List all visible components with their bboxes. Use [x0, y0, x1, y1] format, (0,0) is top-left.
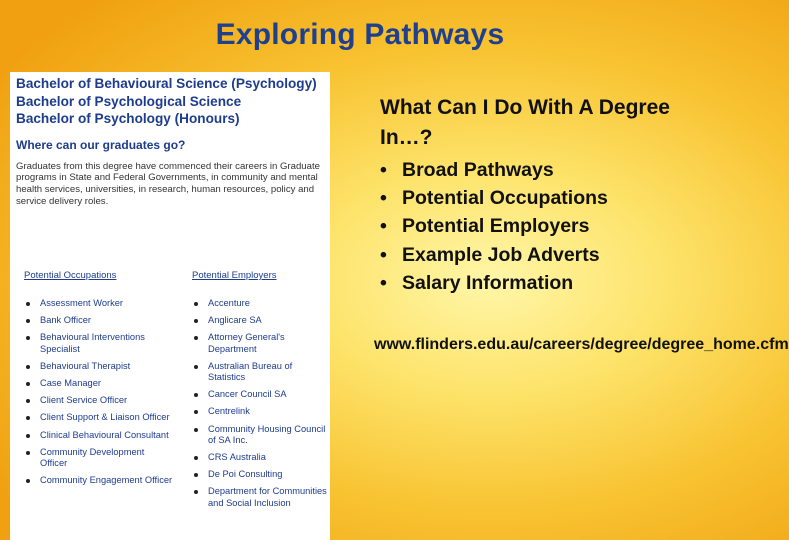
employer-item: Centrelink	[192, 406, 327, 417]
topic-bullet	[380, 269, 608, 297]
bullet-dot: •	[380, 159, 387, 181]
employer-item: Accenture	[192, 298, 327, 309]
occupations-heading: Potential Occupations	[24, 270, 117, 281]
employer-item: Community Housing Council of SA Inc.	[192, 424, 327, 446]
employer-item: Attorney General's Department	[192, 332, 327, 354]
occupation-item: Assessment Worker	[24, 298, 174, 309]
bullet-dot: •	[380, 215, 387, 238]
employer-item: Anglicare SA	[192, 315, 327, 326]
graduates-intro: Graduates from this degree have commenced their careers in Graduate programs in State and Federal Governments, in community and mental health services, universities, in research, human resources, policy and service delivery roles.	[16, 160, 320, 207]
degree-document-image	[10, 72, 330, 540]
topic-bullet	[380, 184, 608, 212]
occupation-item: Community Development Officer	[24, 447, 174, 469]
bullet-dot: •	[380, 243, 387, 266]
employer-item: Cancer Council SA	[192, 389, 327, 400]
occupation-item: Case Manager	[24, 378, 174, 389]
employer-item: De Poi Consulting	[192, 469, 327, 480]
topic-bullet	[380, 156, 608, 184]
employers-heading: Potential Employers	[192, 270, 277, 281]
bullet-dot: •	[380, 271, 387, 294]
occupation-item: Client Support & Liaison Officer	[24, 412, 174, 423]
degree-title: Bachelor of Psychology (Honours)	[16, 111, 240, 126]
occupation-item: Behavioural Therapist	[24, 361, 174, 372]
graduates-question: Where can our graduates go?	[16, 137, 186, 152]
topic-bullet-list	[380, 156, 608, 297]
topic-label: Broad Pathways	[402, 159, 554, 181]
topic-label: Example Job Adverts	[402, 243, 600, 266]
employer-item: CRS Australia	[192, 452, 327, 463]
slide-title: Exploring Pathways	[215, 18, 505, 51]
occupation-item: Clinical Behavioural Consultant	[24, 430, 174, 441]
right-heading: What Can I Do With A Degree In…?	[380, 96, 670, 149]
topic-bullet	[380, 241, 608, 269]
employers-list	[192, 298, 327, 509]
bullet-dot: •	[380, 187, 387, 210]
topic-label: Potential Occupations	[402, 187, 608, 210]
degree-title: Bachelor of Psychological Science	[16, 93, 242, 109]
employer-item: Australian Bureau of Statistics	[192, 361, 327, 383]
occupations-column	[24, 270, 174, 492]
careers-url[interactable]: www.flinders.edu.au/careers/degree/degree_home.cfm	[374, 336, 789, 353]
occupations-list	[24, 298, 174, 486]
employers-column	[192, 270, 327, 515]
occupation-item: Community Engagement Officer	[24, 475, 174, 486]
degree-list	[16, 75, 324, 128]
degree-title: Bachelor of Behavioural Science (Psychology)	[16, 76, 317, 91]
occupation-item: Bank Officer	[24, 315, 174, 326]
topic-label: Potential Employers	[402, 215, 590, 238]
occupation-item: Behavioural Interventions Specialist	[24, 332, 174, 354]
topic-bullet	[380, 212, 608, 240]
employer-item: Department for Communities and Social Inclusion	[192, 486, 327, 508]
occupation-item: Client Service Officer	[24, 395, 174, 406]
topic-label: Salary Information	[402, 271, 574, 294]
